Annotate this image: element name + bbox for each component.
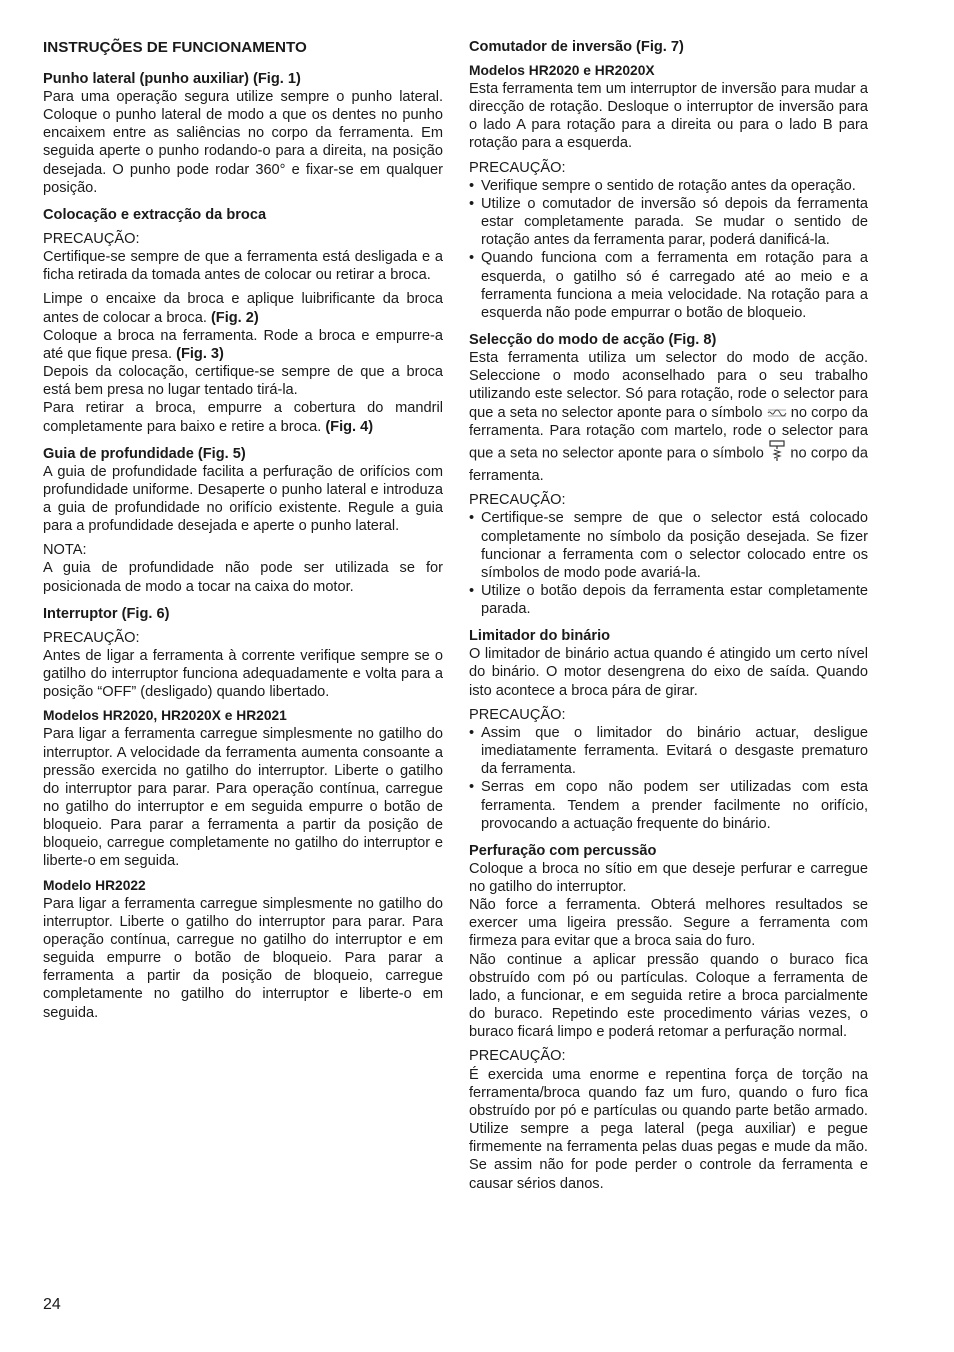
list-item: • Utilize o comutador de inversão só depois da ferramenta estar completamente parada. Se mudar o sentido de rotação antes da ferramenta parar, poderá danificá-la. xyxy=(469,195,868,249)
heading-torque-limiter: Limitador do binário xyxy=(469,628,611,645)
list-item: • Serras em copo não podem ser utilizadas com esta ferramenta. Tendem a prender facilmente no orifício, provocando a actuação frequente do binário. xyxy=(469,778,868,832)
note-label: NOTA: xyxy=(43,542,87,559)
hammer-drilling-p2: Não force a ferramenta. Obterá melhores resultados se exercer uma ligeira pressão. Segure a ferramenta com firmeza para evitar que a broca saia do furo. xyxy=(469,897,868,950)
page-title: INSTRUÇÕES DE FUNCIONAMENTO xyxy=(43,39,307,56)
models-heading: Modelo HR2022 xyxy=(43,877,146,893)
bit-install-paragraph xyxy=(43,399,443,435)
reversing-caution-list xyxy=(469,177,868,322)
list-item: • Quando funciona com a ferramenta em rotação para a esquerda, o gatilho só é carregado até ao meio e a ferramenta funciona a meia velocidade. Na rotação para a esquerda não pode empurrar o botão de bloqueio. xyxy=(469,249,868,322)
left-column xyxy=(43,38,443,1022)
mode-selection-text-b: no corpo da ferramenta. Para rotação com martelo, rode o selector para que a seta no selector aponte para o símbolo xyxy=(469,404,868,462)
depth-gauge-note-text: A guia de profundidade não pode ser utilizada se for posicionada de modo a tocar na caixa do motor. xyxy=(43,560,443,595)
switch-caution-text: Antes de ligar a ferramenta à corrente verifique sempre se o gatilho do interruptor funciona adequadamente e volta para a posição “OFF” (desligado) quando libertado. xyxy=(43,647,443,701)
fig-ref: (Fig. 2) xyxy=(210,309,259,326)
page-number: 24 xyxy=(43,1296,61,1313)
hammer-drilling-p1: Coloque a broca no sítio em que deseje perfurar e carregue no gatilho do interruptor. xyxy=(469,860,868,895)
models-heading: Modelos HR2020, HR2020X e HR2021 xyxy=(43,708,287,724)
rotation-only-icon xyxy=(767,404,787,422)
bit-install-paragraph xyxy=(43,290,443,326)
depth-gauge-text: A guia de profundidade facilita a perfuração de orifícios com profundidade uniforme. Desaperte o punho lateral e introduza a guia de profundidade no orifício existente. Regule a guia para a profundidade desejada e aperte o punho lateral. xyxy=(43,463,443,535)
mode-selection-text-a: Esta ferramenta utiliza um selector do modo de acção. Seleccione o modo aconselhado para o seu trabalho utilizando este selector. Só para rotação, rode o selector para que a seta no selector aponte para o símbolo xyxy=(469,350,868,421)
bit-install-step-1: Limpe o encaixe da broca e aplique luibrificante da broca antes de colocar a broca. xyxy=(43,291,443,326)
bit-install-paragraph xyxy=(43,327,443,363)
torque-caution-list xyxy=(469,724,868,833)
list-item: • Assim que o limitador do binário actuar, desligue imediatamente ferramenta. Evitará o desgaste prematuro da ferramenta. xyxy=(469,724,868,778)
mode-selection-text xyxy=(469,349,868,485)
list-item: • Verifique sempre o sentido de rotação antes da operação. xyxy=(469,177,868,195)
mode-selection-text-c: no corpo da ferramenta. xyxy=(469,445,868,485)
bit-install-step-2: Coloque a broca na ferramenta. Rode a broca e empurre-a até que fique presa. xyxy=(43,327,443,362)
bit-install-caution-text: Certifique-se sempre de que a ferramenta está desligada e a ficha retirada da tomada antes de colocar ou retirar a broca. xyxy=(43,249,443,284)
fig-ref: (Fig. 3) xyxy=(176,345,224,362)
heading-hammer-drilling: Perfuração com percussão xyxy=(469,842,657,859)
caution-label: PRECAUÇÃO: xyxy=(469,159,566,176)
side-handle-text: Para uma operação segura utilize sempre o punho lateral. Coloque o punho lateral de modo a que os dentes no punho encaixem entre as saliências no corpo da ferramenta. Em seguida aperte o punho rodando-o para a direita, na posição desejada. O punho pode rodar 360° e fixar-se em qualquer posição. xyxy=(43,89,443,196)
mode-caution-list xyxy=(469,509,868,618)
fig-ref: (Fig. 4) xyxy=(325,418,374,435)
caution-label: PRECAUÇÃO: xyxy=(469,1048,566,1065)
caution-label: PRECAUÇÃO: xyxy=(43,629,140,646)
switch-models-text: Para ligar a ferramenta carregue simplesmente no gatilho do interruptor. A velocidade da ferramenta aumenta consoante a pressão exercida no gatilho do interruptor. Liberte o gatilho do interruptor para parar. Para operação contínua, carregue no gatilho do interruptor e em seguida empurre o botão de bloqueio. Para parar a ferramenta a partir da posição de bloqueio, carregue completamente no gatilho do interruptor e liberte-o em seguida. xyxy=(43,726,443,870)
hammer-drilling-caution-text: É exercida uma enorme e repentina força de torção na ferramenta/broca quando faz um furo, quando o furo fica obstruído por pó e partículas ou quando parte betão armado. Utilize sempre a pega lateral (pega auxiliar) e pegue firmemente na ferramenta pelas duas pegas e mude da mão. Se assim não for pode perder o controle da ferramenta e causar sérios danos. xyxy=(469,1066,868,1192)
caution-label: PRECAUÇÃO: xyxy=(469,706,566,723)
switch-model-hr2022-text: Para ligar a ferramenta carregue simplesmente no gatilho do interruptor. Liberte o gatilho do interruptor para parar. Para operação contínua, carregue no gatilho do interruptor e em seguida empurre o botão de bloqueio. Para parar a ferramenta a partir da posição de bloqueio, carregue completamente no gatilho do interruptor e liberte-o em seguida. xyxy=(43,895,443,1021)
models-heading: Modelos HR2020 e HR2020X xyxy=(469,63,655,78)
bit-install-step-3: Depois da colocação, certifique-se sempre de que a broca está bem presa no lugar tentado tirá-la. xyxy=(43,364,443,399)
heading-side-handle: Punho lateral (punho auxiliar) (Fig. 1) xyxy=(43,71,301,87)
right-column xyxy=(469,38,868,1193)
list-item: • Certifique-se sempre de que o selector está colocado completamente no símbolo da posição desejada. Se fizer funcionar a ferramenta com o selector colocado entre os símbolos de modo pode avariá-la. xyxy=(469,509,868,582)
reversing-switch-text: Esta ferramenta tem um interruptor de inversão para mudar a direcção de rotação. Desloque o interruptor de inversão para o lado A para rotação para a direita ou para o lado B para rotação para a esquerda. xyxy=(469,81,868,152)
caution-label: PRECAUÇÃO: xyxy=(469,492,566,509)
heading-reversing-switch: Comutador de inversão (Fig. 7) xyxy=(469,39,684,55)
list-item: • Utilize o botão depois da ferramenta estar completamente parada. xyxy=(469,582,868,618)
heading-bit-install: Colocação e extracção da broca xyxy=(43,206,267,223)
hammer-drilling-p3: Não continue a aplicar pressão quando o buraco fica obstruído com pó ou partículas. Coloque a ferramenta de lado, a funcionar, e em seguida retire a broca parcialmente do buraco. Repetindo este procedimento várias vezes, o buraco ficará limpo e poderá retomar a perfuração normal. xyxy=(469,951,868,1041)
heading-depth-gauge: Guia de profundidade (Fig. 5) xyxy=(43,445,246,462)
bit-remove-text: Para retirar a broca, empurre a cobertura do mandril completamente para baixo e retire a broca. xyxy=(43,400,443,435)
hammer-rotation-icon xyxy=(768,440,786,467)
heading-mode-selection: Selecção do modo de acção (Fig. 8) xyxy=(469,332,717,349)
torque-limiter-text: O limitador de binário actua quando é atingido um certo nível do binário. O motor desengrena do eixo de saída. Quando isto acontece a broca pára de girar. xyxy=(469,646,868,699)
caution-label: PRECAUÇÃO: xyxy=(43,230,140,247)
heading-switch: Interruptor (Fig. 6) xyxy=(43,605,170,622)
